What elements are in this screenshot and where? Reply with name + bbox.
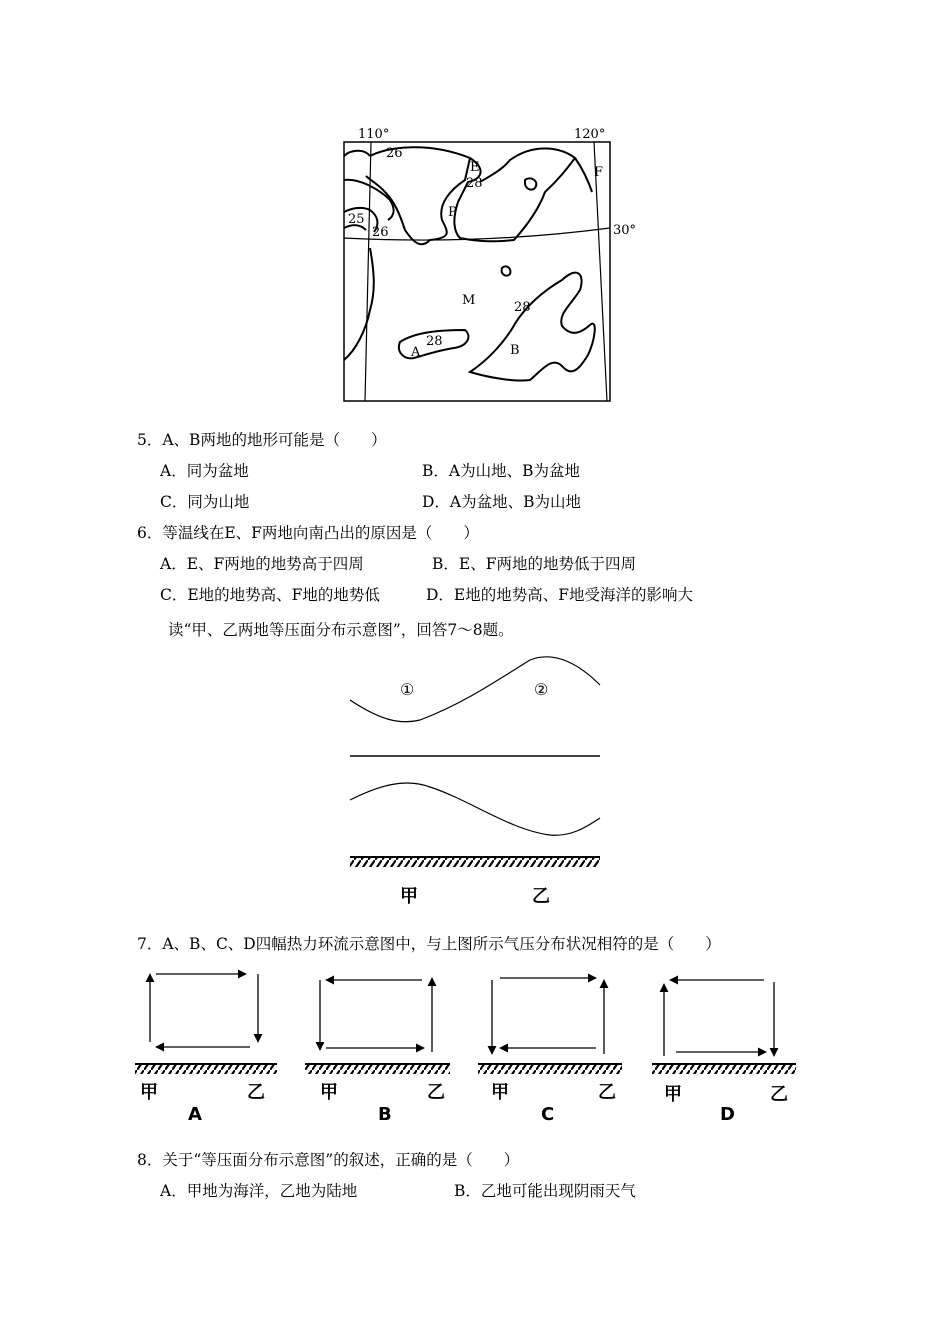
q5-option-d: D．A为盆地、B为山地 — [422, 493, 582, 511]
label-B: B — [510, 343, 520, 358]
option-b-diagram — [305, 978, 450, 1074]
option-d-jia: 甲 — [664, 1084, 682, 1105]
option-b-jia: 甲 — [320, 1082, 338, 1103]
isotherm-label: 25 — [348, 212, 365, 227]
q8-option-a: A．甲地为海洋，乙地为陆地 — [160, 1182, 358, 1200]
isotherm-label: 28 — [426, 334, 443, 349]
option-a-yi: 乙 — [247, 1082, 265, 1103]
label-M: M — [462, 293, 476, 308]
q8-option-b: B．乙地可能出现阴雨天气 — [454, 1182, 636, 1200]
option-d-yi: 乙 — [770, 1084, 788, 1105]
lon-110-label: 110° — [358, 127, 390, 142]
option-c-diagram — [478, 978, 622, 1074]
option-b-letter: B — [378, 1104, 392, 1125]
circulation-options — [130, 960, 810, 1125]
label-E: E — [470, 160, 480, 175]
isotherm-label: 26 — [386, 146, 403, 161]
isotherm-label: 26 — [372, 225, 389, 240]
lon-120-label: 120° — [574, 127, 606, 142]
q5-option-a: A．同为盆地 — [160, 462, 249, 480]
option-d-diagram — [652, 980, 796, 1074]
option-c-letter: C — [541, 1104, 555, 1125]
label-F: F — [594, 165, 604, 180]
q5-stem: 5．A、B两地的地形可能是（ ） — [137, 431, 387, 449]
option-c-yi: 乙 — [598, 1082, 616, 1103]
label-P: P — [448, 205, 457, 220]
isotherm-map — [330, 120, 637, 410]
jia-label: 甲 — [400, 886, 418, 907]
option-a-jia: 甲 — [140, 1082, 158, 1103]
q6-option-c: C．E地的地势高、F地的地势低 — [160, 586, 380, 604]
q6-option-d: D．E地的地势高、F地受海洋的影响大 — [426, 586, 693, 604]
lat-30-label: 30° — [613, 223, 637, 238]
option-a-letter: A — [188, 1104, 202, 1125]
isobaric-surface-figure — [340, 650, 610, 910]
q6-option-b: B．E、F两地的地势低于四周 — [432, 555, 636, 573]
option-b-yi: 乙 — [427, 1082, 445, 1103]
circle-2-label: ② — [534, 680, 549, 699]
circle-1-label: ① — [400, 680, 415, 699]
isotherm-label: 28 — [466, 176, 483, 191]
yi-label: 乙 — [532, 886, 550, 907]
q5-option-c: C．同为山地 — [160, 493, 250, 511]
option-d-letter: D — [720, 1104, 735, 1125]
isotherm-label: 28 — [514, 300, 531, 315]
intro-7-8: 读“甲、乙两地等压面分布示意图”，回答7～8题。 — [168, 621, 514, 639]
option-a-diagram — [135, 974, 277, 1074]
q6-stem: 6．等温线在E、F两地向南凸出的原因是（ ） — [137, 524, 479, 542]
label-A: A — [411, 345, 421, 360]
q5-option-b: B．A为山地、B为盆地 — [422, 462, 580, 480]
q7-stem: 7．A、B、C、D四幅热力环流示意图中，与上图所示气压分布状况相符的是（ ） — [137, 935, 721, 953]
option-c-jia: 甲 — [491, 1082, 509, 1103]
q8-stem: 8．关于“等压面分布示意图”的叙述，正确的是（ ） — [137, 1151, 520, 1169]
q6-option-a: A．E、F两地的地势高于四周 — [160, 555, 364, 573]
